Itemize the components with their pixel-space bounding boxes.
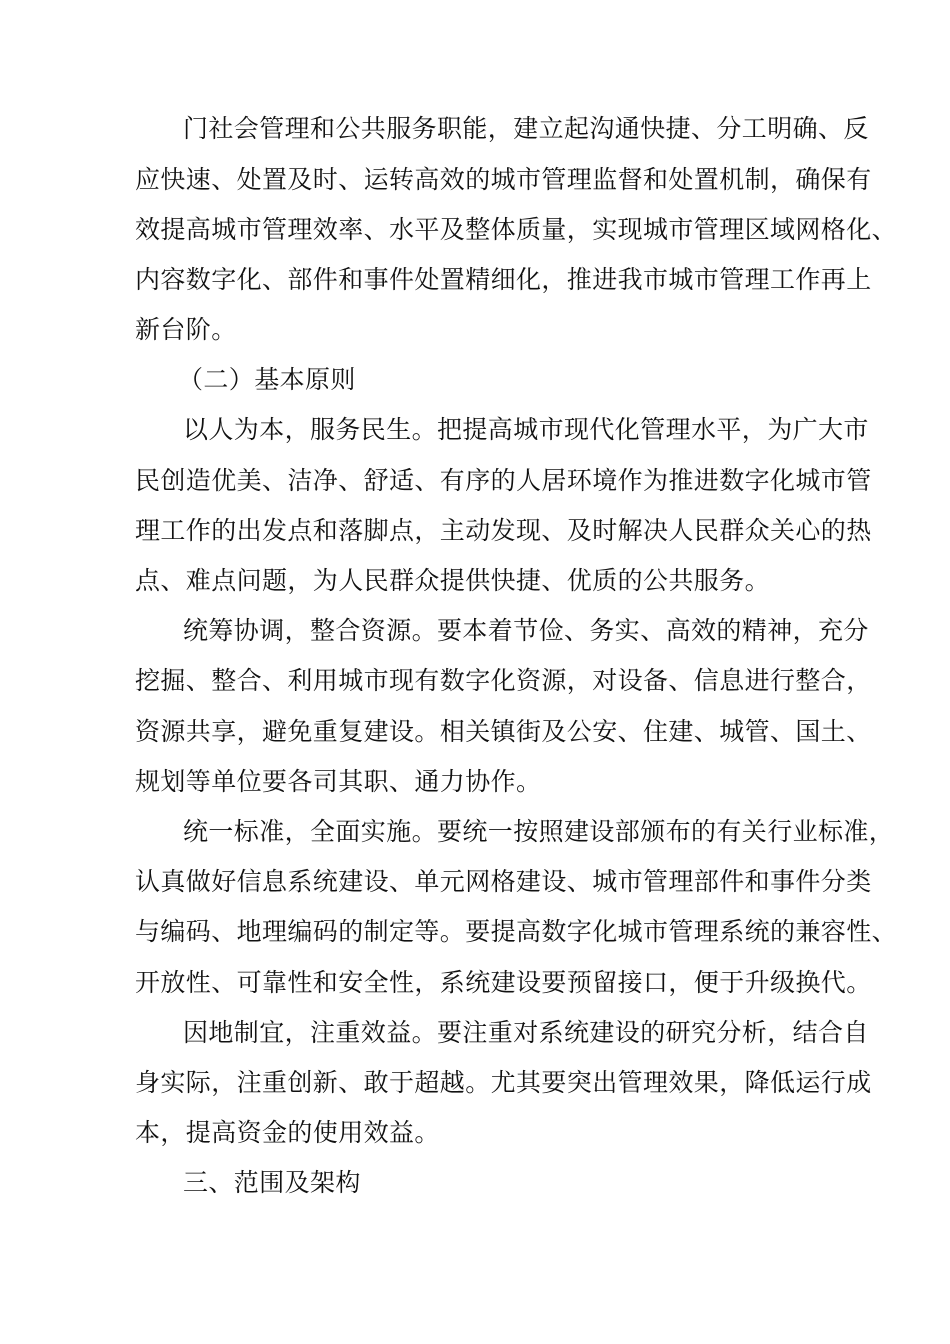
section-heading: （二）基本原则 xyxy=(178,365,356,394)
section-heading: 三、范围及架构 xyxy=(183,1168,361,1197)
text-line: 内容数字化、部件和事件处置精细化，推进我市城市管理工作再上 xyxy=(135,265,872,294)
text-line: 效提高城市管理效率、水平及整体质量，实现城市管理区域网格化、 xyxy=(135,215,898,244)
text-line: 规划等单位要各司其职、通力协作。 xyxy=(135,767,542,796)
text-line: 理工作的出发点和落脚点，主动发现、及时解决人民群众关心的热 xyxy=(135,516,872,545)
text-line: 门社会管理和公共服务职能，建立起沟通快捷、分工明确、反 xyxy=(183,114,869,143)
text-line: 民创造优美、洁净、舒适、有序的人居环境作为推进数字化城市管 xyxy=(135,466,872,495)
text-line: 身实际，注重创新、敢于超越。尤其要突出管理效果，降低运行成 xyxy=(135,1068,872,1097)
text-line: 统筹协调，整合资源。要本着节俭、务实、高效的精神，充分 xyxy=(183,616,869,645)
text-line: 应快速、处置及时、运转高效的城市管理监督和处置机制，确保有 xyxy=(135,165,872,194)
text-line: 点、难点问题，为人民群众提供快捷、优质的公共服务。 xyxy=(135,566,771,595)
text-line: 以人为本，服务民生。把提高城市现代化管理水平，为广大市 xyxy=(183,415,869,444)
text-line: 挖掘、整合、利用城市现有数字化资源，对设备、信息进行整合， xyxy=(135,666,872,695)
text-line: 因地制宜，注重效益。要注重对系统建设的研究分析，结合自 xyxy=(183,1018,869,1047)
text-line: 新台阶。 xyxy=(135,315,237,344)
text-line: 本，提高资金的使用效益。 xyxy=(135,1118,440,1147)
text-line: 开放性、可靠性和安全性，系统建设要预留接口，便于升级换代。 xyxy=(135,968,872,997)
text-line: 与编码、地理编码的制定等。要提高数字化城市管理系统的兼容性、 xyxy=(135,917,898,946)
text-line: 资源共享，避免重复建设。相关镇街及公安、住建、城管、国土、 xyxy=(135,717,872,746)
text-line: 统一标准，全面实施。要统一按照建设部颁布的有关行业标准， xyxy=(183,817,895,846)
text-line: 认真做好信息系统建设、单元网格建设、城市管理部件和事件分类 xyxy=(135,867,872,896)
